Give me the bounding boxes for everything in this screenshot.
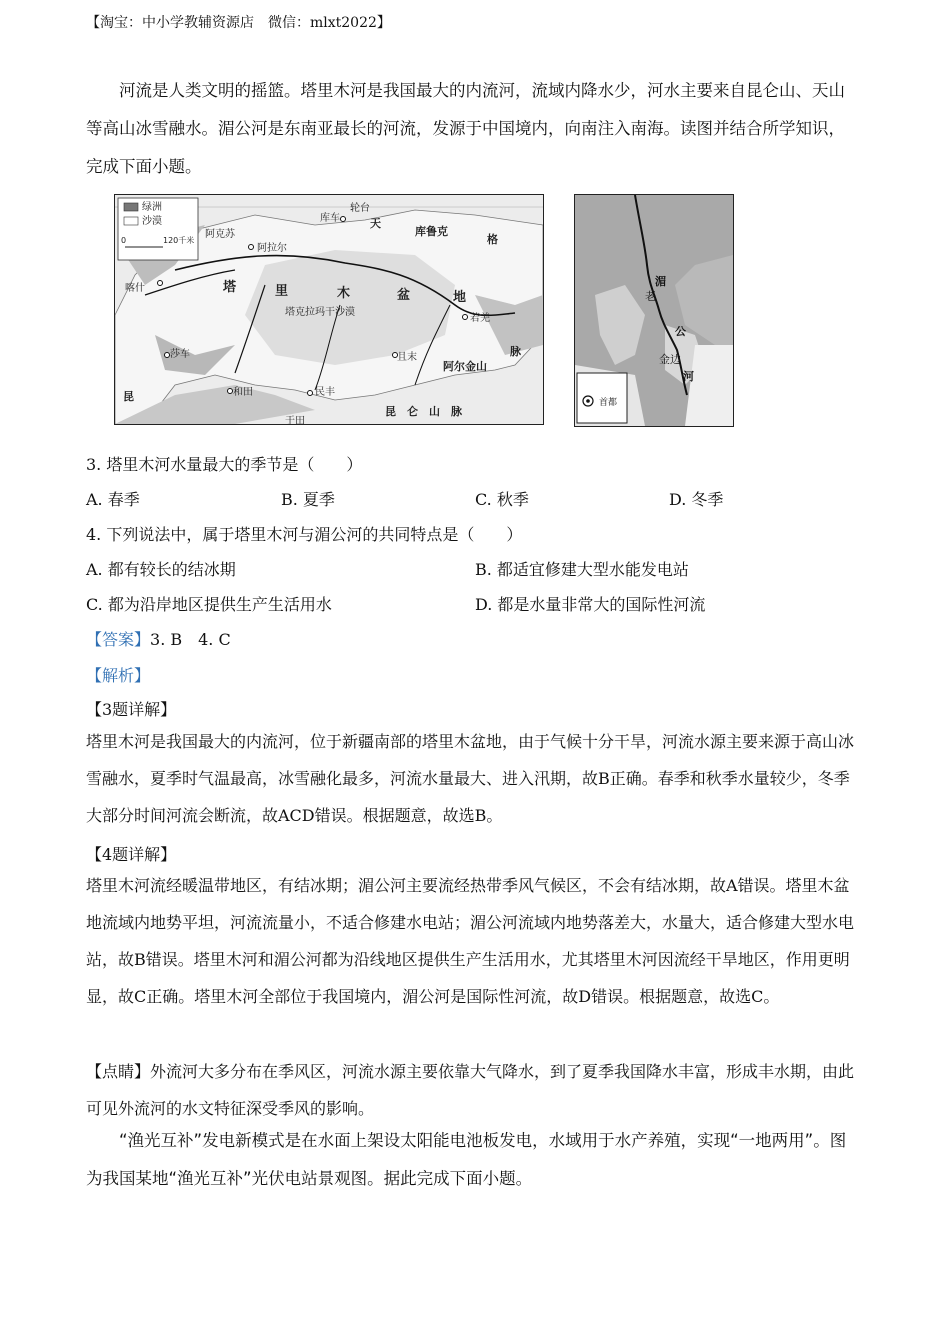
d4-title: 【4题详解】 — [86, 845, 177, 864]
label-basin-3: 木 — [337, 286, 351, 301]
label-mai: 脉 — [510, 345, 521, 358]
label-kuche: 库车 — [320, 213, 340, 224]
label-kuluke: 库鲁克 — [415, 225, 448, 238]
d3-title: 【3题详解】 — [86, 700, 177, 719]
legend-oasis: 绿洲 — [142, 202, 162, 213]
page-header: 【淘宝：中小学教辅资源店 微信：mlxt2022】 — [86, 15, 391, 31]
label-basin-4: 盆 — [397, 288, 411, 303]
label-alaer: 阿拉尔 — [257, 243, 287, 254]
q4-option-b: B. 都适宜修建大型水能发电站 — [475, 560, 689, 579]
q3-option-c: C. 秋季 — [475, 490, 529, 509]
label-kun: 昆 — [123, 390, 134, 403]
q4-option-c: C. 都为沿岸地区提供生产生活用水 — [86, 595, 332, 614]
scale-label: 120千米 — [163, 236, 195, 245]
q4-option-d: D. 都是水量非常大的国际性河流 — [475, 595, 706, 614]
q3-option-a: A. 春季 — [86, 490, 140, 509]
label-yutian: 于田 — [285, 416, 305, 424]
label-jinbian: 金边 — [659, 353, 681, 366]
label-akesu: 阿克苏 — [205, 229, 235, 240]
label-basin-5: 地 — [453, 290, 467, 305]
label-basin-2: 里 — [275, 284, 289, 299]
label-tianshan: 天 — [370, 217, 381, 230]
label-desert: 塔克拉玛干沙漠 — [285, 307, 355, 318]
answer-label: 【答案】 — [86, 630, 151, 649]
label-aerjin: 阿尔金山 — [443, 360, 487, 373]
tip-title: 【点睛】 — [86, 1062, 151, 1081]
legend-desert: 沙漠 — [142, 216, 162, 227]
tip-paragraph — [86, 1053, 860, 1127]
label-qiemo: 且末 — [397, 352, 417, 363]
label-shache: 莎车 — [170, 349, 190, 360]
q4-stem: 4. 下列说法中，属于塔里木河与湄公河的共同特点是（ ） — [86, 525, 523, 544]
label-he: 河 — [683, 370, 694, 383]
q4-option-a: A. 都有较长的结冰期 — [86, 560, 236, 579]
label-hetian: 和田 — [233, 387, 253, 398]
label-kashi: 喀什 — [125, 283, 145, 294]
legend-capital: 首都 — [599, 398, 618, 408]
label-ruoqiang: 若羌 — [470, 313, 490, 324]
label-minfeng: 民丰 — [315, 387, 335, 398]
label-kunlun: 昆 仑 山 脉 — [385, 405, 462, 418]
answer-text: 3. B 4. C — [150, 630, 231, 649]
label-basin-1: 塔 — [223, 280, 237, 295]
d4-text: 塔里木河流经暖温带地区，有结冰期；湄公河主要流经热带季风气候区，不会有结冰期，故A错误。塔里木盆地流域内地势平坦，河流流量小，不适合修建水电站；湄公河流域内地势落差大，水量大，适合修建大型水电站，故B错误。塔里木河和湄公河都为沿线地区提供生产生活用水，尤其塔里木河因流经干旱地区，作用更明显，故C正确。塔里木河全部位于我国境内，湄公河是国际性河流，故D错误。根据题意，故选C。 — [86, 876, 855, 1006]
q3-stem: 3. 塔里木河水量最大的季节是（ ） — [86, 455, 363, 474]
tarim-basin-map — [114, 194, 544, 425]
tip-text: 外流河大多分布在季风区，河流水源主要依靠大气降水，到了夏季我国降水丰富，形成丰水期，由此可见外流河的水文特征深受季风的影响。 — [86, 1062, 855, 1118]
intro-paragraph: 河流是人类文明的摇篮。塔里木河是我国最大的内流河，流域内降水少，河水主要来自昆仑山、天山等高山冰雪融水。湄公河是东南亚最长的河流，发源于中国境内，向南注入南海。读图并结合所学知识，完成下面小题。 — [86, 81, 845, 176]
answer-line — [86, 627, 231, 650]
analysis-label: 【解析】 — [86, 666, 151, 685]
label-gong: 公 — [675, 325, 686, 338]
d3-text: 塔里木河是我国最大的内流河，位于新疆南部的塔里木盆地，由于气候十分干旱，河流水源主要来源于高山冰雪融水，夏季时气温最高，冰雪融化最多，河流水量最大、进入汛期，故B正确。春季和秋季水量较少，冬季大部分时间河流会断流，故ACD错误。根据题意，故选B。 — [86, 732, 855, 825]
label-luntai: 轮台 — [350, 203, 370, 214]
q3-option-b: B. 夏季 — [281, 490, 335, 509]
mekong-river-map — [574, 194, 734, 427]
label-lao: 老 — [645, 290, 656, 303]
intro2-paragraph: “渔光互补”发电新模式是在水面上架设太阳能电池板发电，水域用于水产养殖，实现“一地两用”。图为我国某地“渔光互补”光伏电站景观图。据此完成下面小题。 — [86, 1131, 847, 1188]
label-mei: 湄 — [655, 275, 666, 288]
label-ge: 格 — [487, 233, 498, 246]
q3-option-d: D. 冬季 — [669, 490, 724, 509]
svg-text:0: 0 — [121, 236, 127, 245]
